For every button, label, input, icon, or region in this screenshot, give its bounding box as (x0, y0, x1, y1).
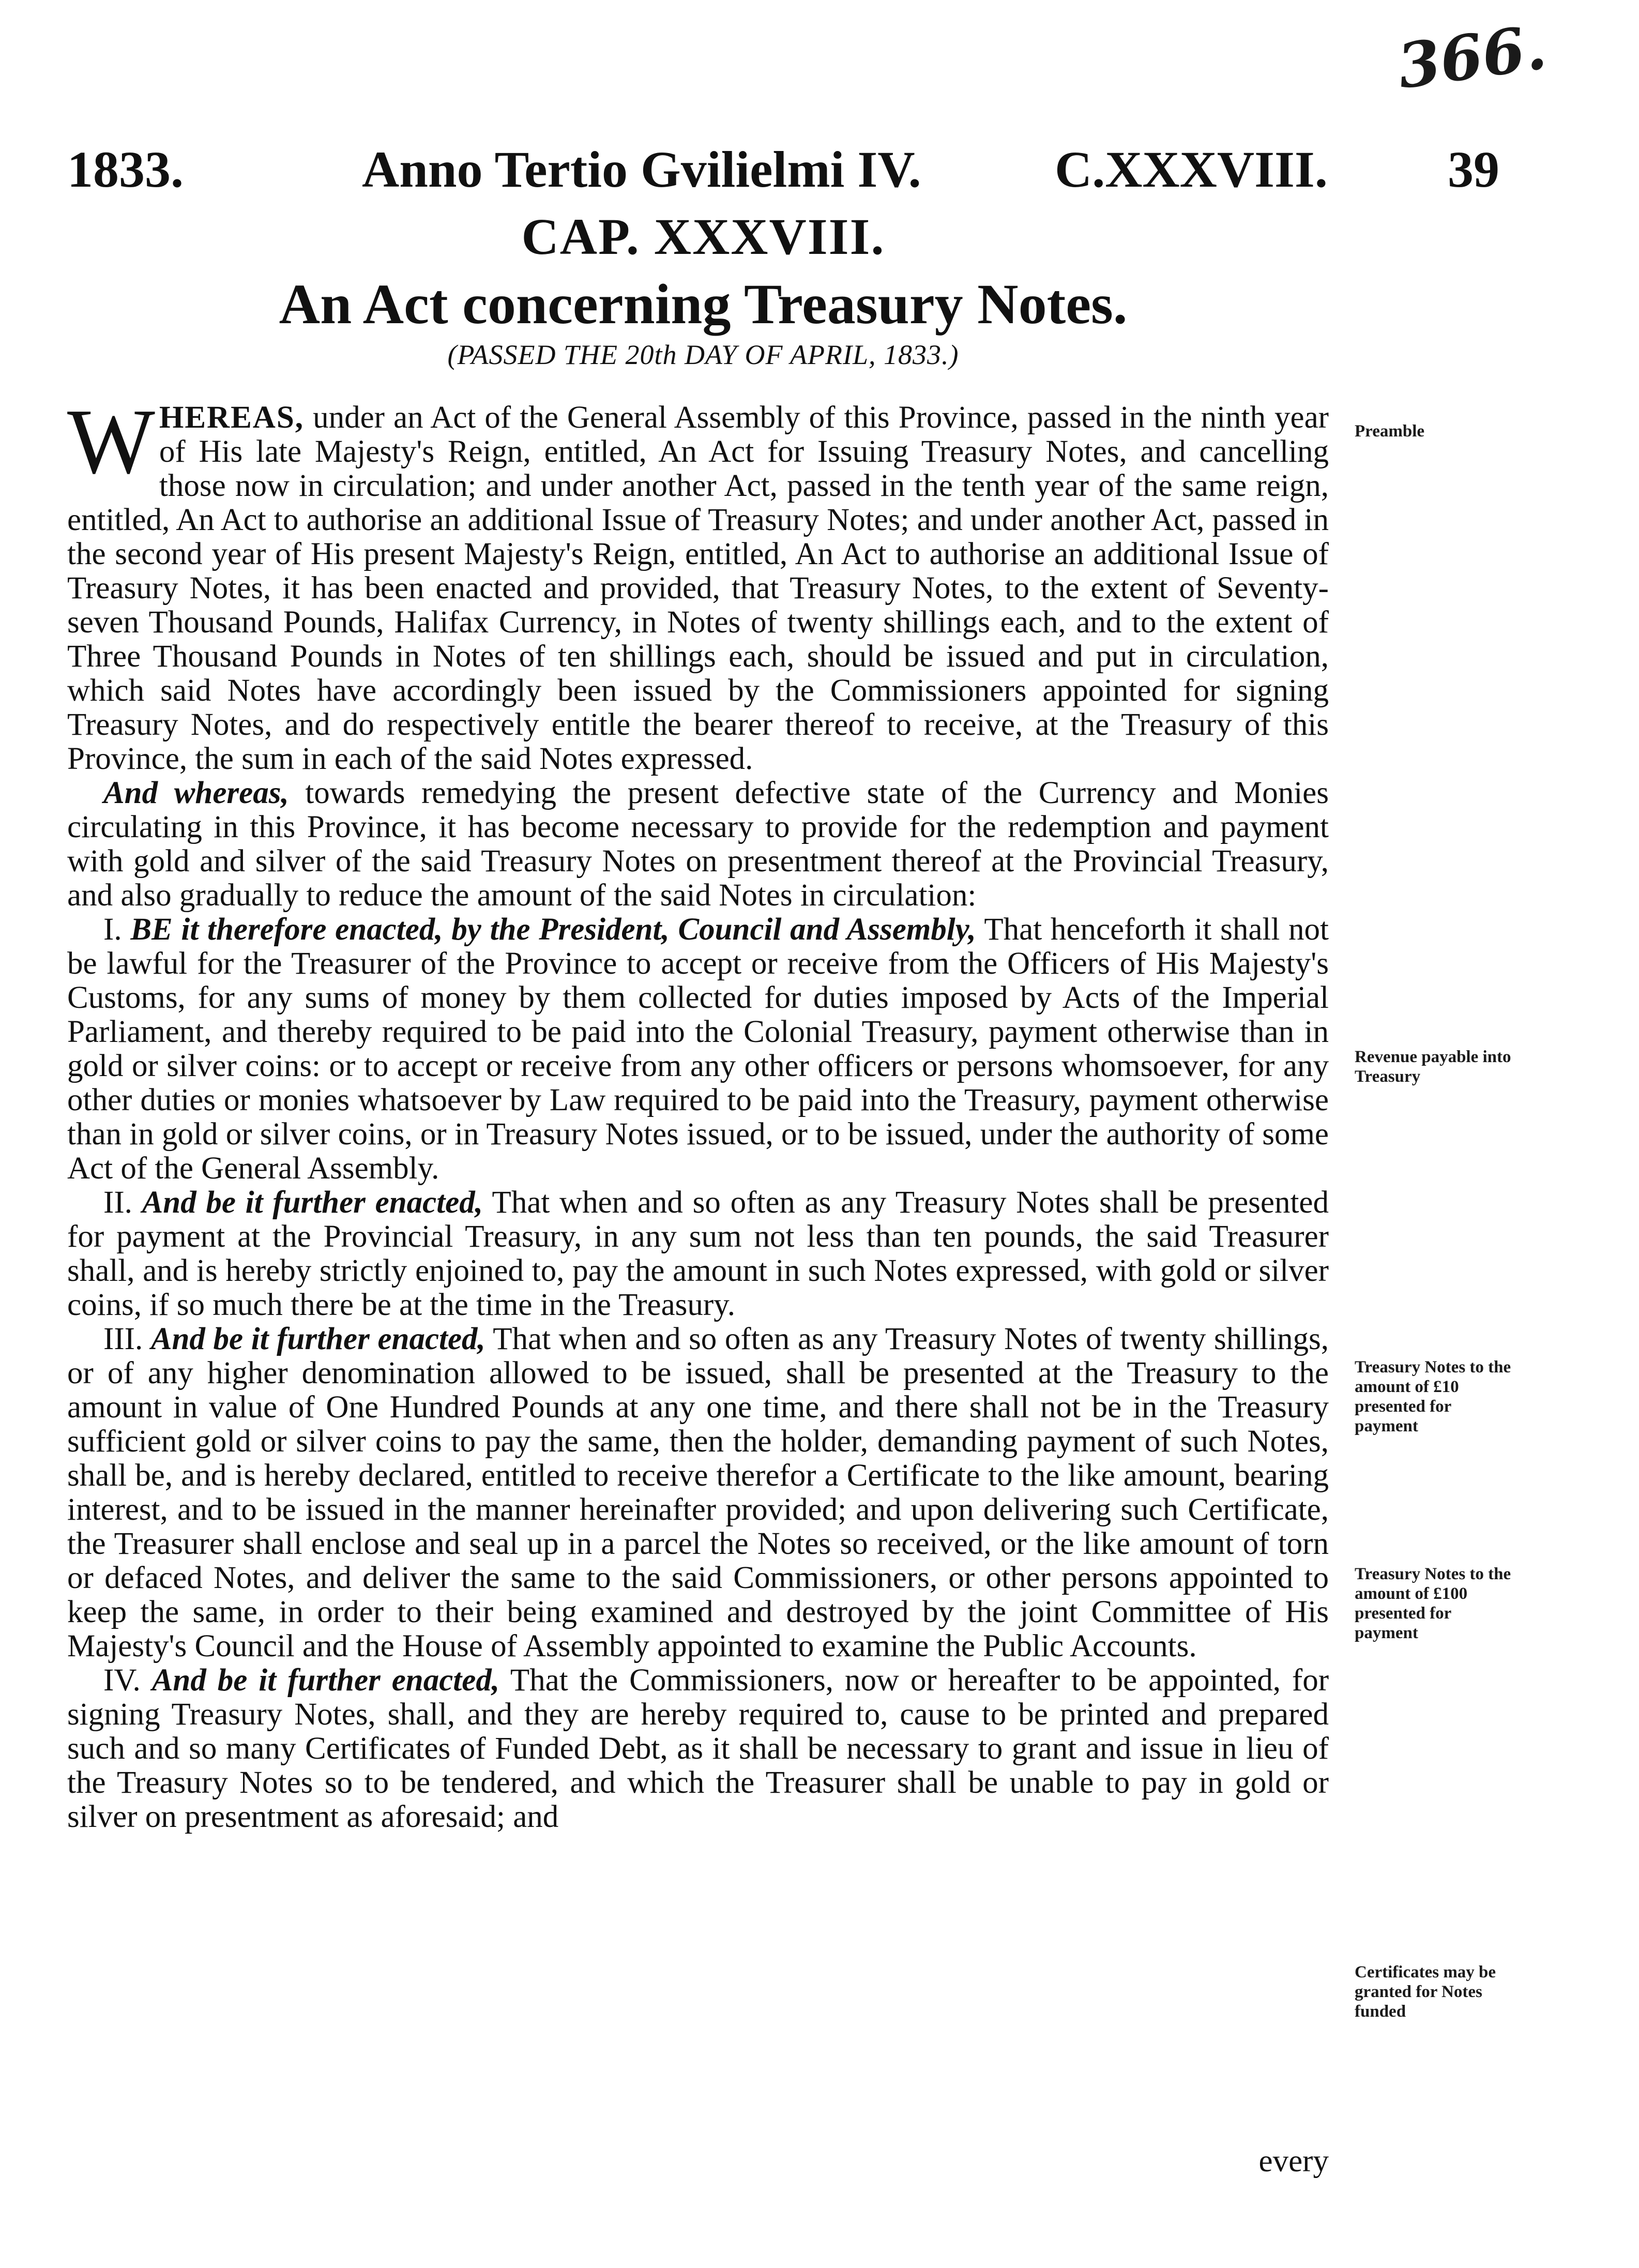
section-text: That henceforth it shall not be lawful for the Treasurer of the Province to accept or receive from the Officers of His Majesty's Customs, for any sums of money by them collected for duties imposed by Acts of the Imperial Parliament, and thereby required to be paid into the Colonial Treasury, payment otherwise than in gold or silver coins: or to accept or receive from any other officers or persons whomsoever, for any other duties or monies whatsoever by Law required to be paid into the Treasury, payment otherwise than in gold or silver coins, or in Treasury Notes issued, or to be issued, under the authority of some Act of the General Assembly. (67, 912, 1329, 1186)
whereas-text: towards remedying the present defective state of the Currency and Monies circulating in this Province, it has become necessary to provide for the redemption and payment with gold and silver of the said Treasury Notes on presentment thereof at the Provincial Treasury, and also gradually to reduce the amount of the said Notes in circulation: (67, 776, 1329, 913)
running-head-year: 1833. (67, 141, 184, 198)
act-title: An Act concerning Treasury Notes. (279, 273, 1128, 336)
preamble-lead-word: HEREAS, (159, 400, 305, 435)
section-text: That when and so often as any Treasury Notes shall be presented for payment at the Provincial Treasury, in any sum not less than ten pounds, the said Treasurer shall, and is hereby strictly enjoined to, pay the amount in such Notes expressed, with gold or silver coins, if so much there be at the time in the Treasury. (67, 1185, 1329, 1322)
preamble-paragraph (67, 390, 1329, 776)
section-text: That the Commissioners, now or hereafter to be appointed, for signing Treasury Notes, shall, and they are hereby required to, cause to be printed and prepared such and so many Certificates of Funded Debt, as it shall be necessary to grant and issue in lieu of the Treasury Notes so to be tendered, and which the Treasurer shall be unable to pay in gold or silver on presentment as aforesaid; and (67, 1663, 1329, 1834)
margin-note-certificates: Certificates may be granted for Notes funded (1355, 1963, 1496, 2021)
whereas-paragraph (67, 776, 1329, 913)
section-number: II. (103, 1185, 132, 1220)
running-head (67, 140, 1499, 217)
section-paragraph-2 (67, 1186, 1329, 1322)
section-number: IV. (103, 1663, 141, 1698)
running-head-title: Anno Tertio Gvilielmi IV. (362, 141, 921, 198)
running-head-chapter: C.XXXVIII. (1055, 141, 1328, 198)
margin-note-revenue: Revenue payable into Treasury (1355, 1048, 1511, 1086)
section-number: I. (103, 912, 122, 947)
whereas-lead: And whereas, (103, 776, 289, 810)
section-paragraph-3 (67, 1322, 1329, 1664)
margin-note-ten-pounds: Treasury Notes to the amount of £10 presented for payment (1355, 1358, 1511, 1435)
section-paragraph-1 (67, 913, 1329, 1186)
enacting-clause: BE it therefore enacted, by the President, Council and Assembly, (130, 912, 976, 947)
enacting-clause: And be it further enacted, (150, 1322, 485, 1356)
section-paragraph-4 (67, 1664, 1329, 1834)
act-body (67, 390, 1329, 1834)
chapter-heading: CAP. XXXVIII. (521, 208, 885, 265)
enacting-clause: And be it further enacted, (151, 1663, 500, 1698)
enacting-clause: And be it further enacted, (142, 1185, 483, 1220)
section-text: That when and so often as any Treasury Notes of twenty shillings, or of any higher denomination allowed to be issued, shall be presented at the Treasury to the amount in value of One Hundred Pounds at any one time, and there shall not be in the Treasury sufficient gold or silver coins to pay the same, then the holder, demanding payment of such Notes, shall be, and is hereby declared, entitled to receive therefor a Certificate to the like amount, bearing interest, and to be issued in the manner hereinafter provided; and upon delivering such Certificate, the Treasurer shall enclose and seal up in a parcel the Notes so received, or the like amount of torn or defaced Notes, and deliver the same to the said Commissioners, or other persons appointed to keep the same, in order to their being examined and destroyed by the joint Committee of His Majesty's Council and the House of Assembly appointed to examine the Public Accounts. (67, 1322, 1329, 1664)
margin-note-hundred-pounds: Treasury Notes to the amount of £100 presented for payment (1355, 1565, 1511, 1642)
catchword: every (1258, 2144, 1329, 2179)
drop-cap: W (67, 390, 155, 493)
margin-note-preamble: Preamble (1355, 422, 1425, 441)
section-number: III. (103, 1322, 143, 1356)
handwritten-folio-number: 366. (1393, 10, 1551, 103)
page-number: 39 (1448, 141, 1499, 198)
preamble-text: under an Act of the General Assembly of this Province, passed in the ninth year of His late Majesty's Reign, entitled, An Act for Issuing Treasury Notes, and cancelling those now in circulation; and under another Act, passed in the tenth year of the same reign, entitled, An Act to authorise an additional Issue of Treasury Notes; and under another Act, passed in the second year of His present Majesty's Reign, entitled, An Act to authorise an additional Issue of Treasury Notes, it has been enacted and provided, that Treasury Notes, to the extent of Seventy-seven Thousand Pounds, Halifax Currency, in Notes of twenty shillings each, and to the extent of Three Thousand Pounds in Notes of ten shillings each, should be issued and put in circulation, which said Notes have accordingly been issued by the Commissioners appointed for signing Treasury Notes, and do respectively entitle the bearer thereof to receive, at the Treasury of this Province, the sum in each of the said Notes expressed. (67, 400, 1329, 776)
passed-date-line: (PASSED THE 20th DAY OF APRIL, 1833.) (447, 339, 959, 370)
